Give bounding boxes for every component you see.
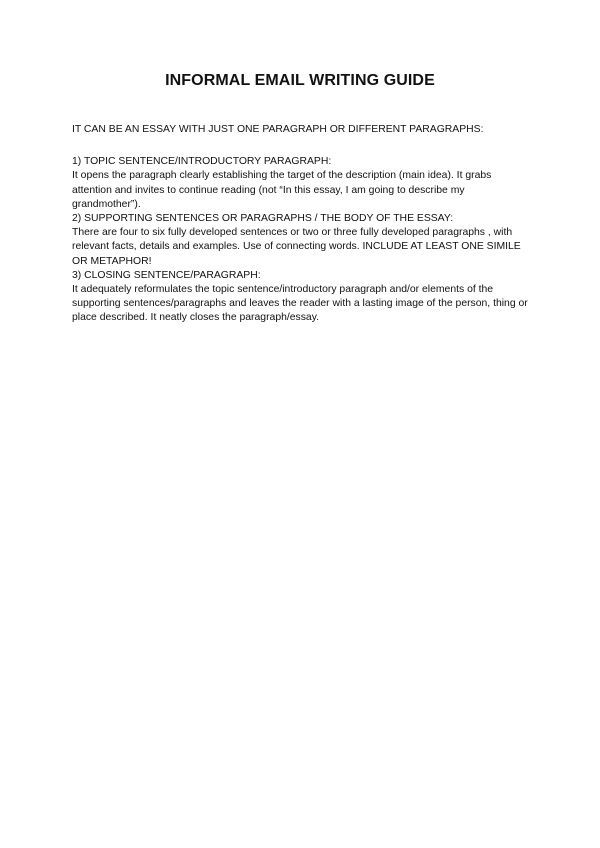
- section-closing-sentence: [72, 269, 532, 326]
- section-body: It opens the paragraph clearly establishing the target of the description (main idea). It grabs attention and invites to continue reading (not “In this essay, I am going to describe my grandmother”).: [72, 170, 492, 210]
- section-topic-sentence: [72, 155, 532, 212]
- section-supporting-sentences: [72, 212, 532, 269]
- document-content: [72, 123, 532, 326]
- section-body: It adequately reformulates the topic sentence/introductory paragraph and/or elements of the supporting sentences/paragraphs and leaves the reader with a lasting image of the person, thing or place described. It neatly closes the paragraph/essay.: [72, 284, 528, 324]
- section-heading: 2) SUPPORTING SENTENCES OR PARAGRAPHS / THE BODY OF THE ESSAY:: [72, 213, 454, 225]
- section-heading: 1) TOPIC SENTENCE/INTRODUCTORY PARAGRAPH:: [72, 156, 332, 168]
- section-body: There are four to six fully developed sentences or two or three fully developed paragraphs , with relevant facts, details and examples. Use of connecting words. INCLUDE AT LEAST ONE SIMILE OR METAPHOR!: [72, 227, 521, 267]
- intro-paragraph: IT CAN BE AN ESSAY WITH JUST ONE PARAGRAPH OR DIFFERENT PARAGRAPHS:: [72, 124, 484, 135]
- document-title: INFORMAL EMAIL WRITING GUIDE: [165, 72, 435, 89]
- section-heading: 3) CLOSING SENTENCE/PARAGRAPH:: [72, 269, 261, 281]
